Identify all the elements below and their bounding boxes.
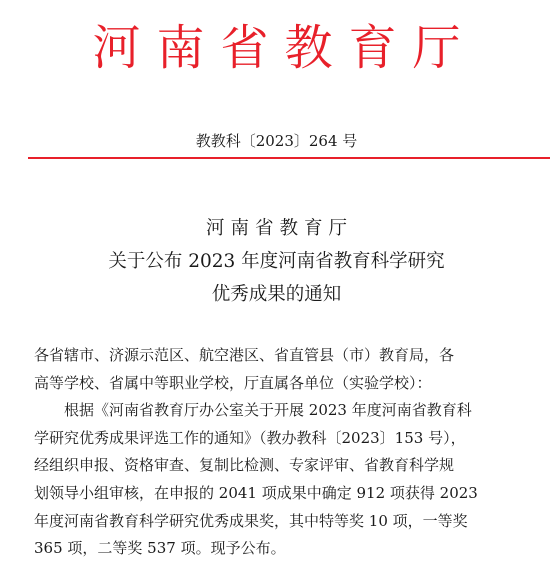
document-body — [34, 342, 546, 563]
document-title — [0, 212, 553, 311]
body-line: 经组织申报、资格审查、复制比检测、专家评审、省教育科学规 — [34, 456, 455, 475]
body-line: 划领导小组审核，在申报的 2041 项成果中确定 912 项获得 2023 — [34, 483, 478, 502]
issuing-agency-masthead: 河南省教育厅 — [92, 20, 477, 76]
addressee-paragraph — [34, 342, 546, 397]
body-paragraph — [34, 397, 546, 563]
title-line-subject-end: 优秀成果的通知 — [211, 284, 342, 305]
red-separator-line — [28, 157, 550, 159]
document-number: 教教科〔2023〕264 号 — [195, 132, 358, 150]
title-line-subject: 关于公布 2023 年度河南省教育科学研究 — [108, 251, 445, 272]
body-line: 根据《河南省教育厅办公室关于开展 2023 年度河南省教育科 — [64, 401, 472, 420]
title-line-agency: 河南省教育厅 — [205, 218, 353, 239]
body-line: 学研究优秀成果评选工作的通知》（教办教科〔2023〕153 号）， — [34, 428, 466, 447]
body-line: 年度河南省教育科学研究优秀成果奖，其中特等奖 10 项，一等奖 — [34, 511, 468, 530]
addressee-line: 各省辖市、济源示范区、航空港区、省直管县（市）教育局，各 — [34, 346, 455, 364]
body-line: 365 项，二等奖 537 项。现予公布。 — [34, 539, 286, 558]
addressee-line: 高等学校、省属中等职业学校，厅直属各单位（实验学校）： — [34, 373, 432, 392]
